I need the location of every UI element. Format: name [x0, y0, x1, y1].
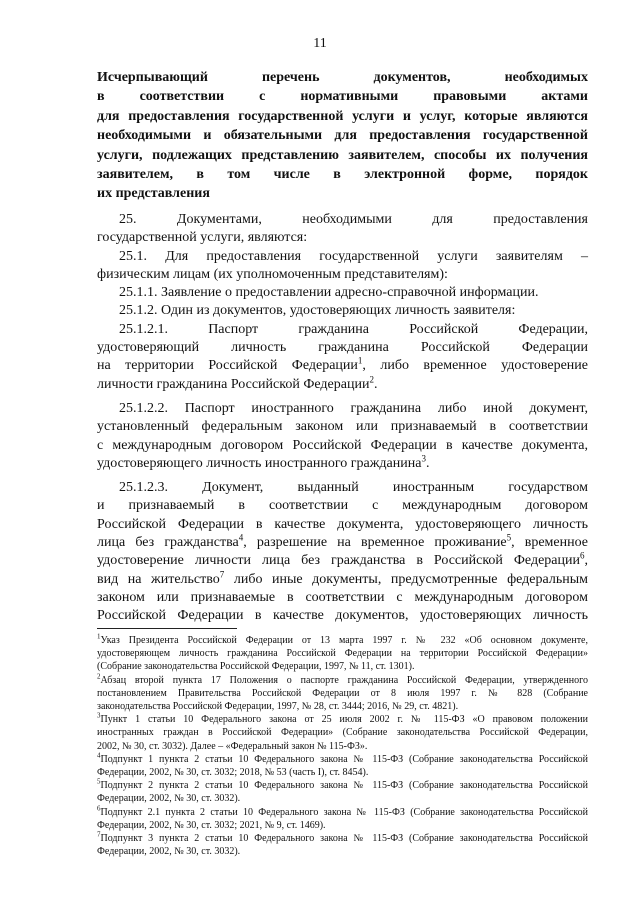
heading-line: их представления	[97, 186, 210, 202]
footnote-7: $^7$Подпункт 3 пункта 2 статьи 10 Федерального закона № 115-ФЗ (Собрание законодательства Российской Федерации, 2002, № 30, ст. 3032).	[97, 830, 588, 858]
body-line: на территории Российской Федерации$^1$, либо временное удостоверение	[97, 355, 589, 374]
body-line: установленный федеральным законом или признаваемый в соответствии	[97, 419, 588, 435]
body-line: удостоверяющего личность иностранного гражданина$^3$.	[97, 453, 430, 471]
footnote-ref: 3	[421, 453, 426, 464]
paragraph-25-1-2-1	[97, 321, 588, 394]
heading-line: в соответствии с нормативными правовыми актами	[97, 89, 588, 105]
footnote-divider	[97, 628, 237, 629]
heading-line: услуги, подлежащих представлению заявителем, способы их получения	[97, 147, 588, 163]
paragraph-25-1-2-3	[97, 479, 588, 625]
body-line: вид на жительство$^7$ либо иные документы, предусмотренные федеральным	[97, 568, 588, 587]
body-line: личности гражданина Российской Федерации$^2$.	[97, 374, 378, 392]
footnote-ref: 6	[580, 550, 585, 561]
footnotes	[97, 634, 588, 858]
body-line: физическим лицам (их уполномоченным представителям):	[97, 266, 448, 282]
paragraph-25-1-2-2	[97, 400, 588, 473]
body-line: 25.1.2.2. Паспорт иностранного гражданина либо иной документ,	[119, 400, 588, 416]
footnote-4: $^4$Подпункт 1 пункта 2 статьи 10 Федерального закона № 115-ФЗ (Собрание законодательства Российской Федерации, 2002, № 30, ст. 3032; 2018, № 53 (часть I), ст. 8454).	[97, 751, 588, 779]
footnote-ref: 2	[369, 374, 374, 385]
body-line: 25.1. Для предоставления государственной услуги заявителям –	[119, 248, 588, 264]
footnote-ref: 5	[506, 532, 512, 543]
heading-line: необходимыми и обязательными для предоставления государственной	[97, 128, 588, 144]
body-line: Российской Федерации в качестве документов, удостоверяющих личность	[97, 608, 588, 624]
section-heading	[97, 68, 588, 204]
footnote-1: $^1$Указ Президента Российской Федерации от 13 марта 1997 г. № 232 «Об основном документе, удостоверяющем личность гражданина Российской Федерации на территории Российской Федерации» (Собрание законодательства Российской Федерации, 1997, № 11, ст. 1301).	[97, 632, 588, 673]
page-number: 11	[313, 36, 327, 51]
body-line: с международным договором Российской Федерации в качестве документа,	[97, 437, 588, 453]
footnote-ref: 4	[238, 532, 244, 543]
body-line: законом или признаваемые в соответствии с международным договором	[97, 589, 588, 605]
paragraph-25	[97, 211, 588, 248]
paragraph-25-1	[97, 248, 588, 285]
body-line: 25. Документами, необходимыми для предоставления	[119, 212, 588, 227]
paragraph-25-1-1: 25.1.1. Заявление о предоставлении адресно-справочной информации.	[119, 285, 539, 301]
body-line: лица без гражданства$^4$, разрешение на временное проживание$^5$, временное	[97, 532, 588, 551]
footnote-ref: 7	[219, 568, 225, 579]
document-body	[97, 211, 588, 626]
body-line: удостоверение личности лица без гражданства в Российской Федерации$^6$,	[97, 550, 588, 569]
heading-line: для предоставления государственной услуги и услуг, которые являются	[97, 108, 588, 124]
footnote-ref: 1	[357, 355, 363, 366]
body-line: 25.1.2.3. Документ, выданный иностранным государством	[119, 480, 588, 496]
footnote-6: $^6$Подпункт 2.1 пункта 2 статьи 10 Федерального закона № 115-ФЗ (Собрание законодательства Российской Федерации, 2002, № 30, ст. 3032; 2021, № 9, ст. 1469).	[97, 804, 588, 831]
heading-line: Исчерпывающий перечень документов, необходимых	[97, 70, 588, 85]
body-line: удостоверяющий личность гражданина Российской Федерации	[97, 340, 588, 356]
footnote-3: $^3$Пункт 1 статьи 10 Федерального закона от 25 июля 2002 г. № 115-ФЗ «О правовом положении иностранных граждан в Российской Федерации» (Собрание законодательства Российской Федерации, 2002, № 30, ст. 3032). Далее – «Федеральный закон № 115-ФЗ».	[97, 711, 588, 752]
paragraph-25-1-2: 25.1.2. Один из документов, удостоверяющих личность заявителя:	[119, 303, 516, 319]
body-line: Российской Федерации в качестве документа, удостоверяющего личность	[97, 516, 588, 532]
body-line: государственной услуги, являются:	[97, 230, 308, 246]
body-line: 25.1.2.1. Паспорт гражданина Российской Федерации,	[119, 321, 588, 337]
heading-line: заявителем, в том числе в электронной форме, порядок	[97, 167, 588, 183]
body-line: и признаваемый в соответствии с международным договором	[97, 498, 588, 514]
footnote-5: $^5$Подпункт 2 пункта 2 статьи 10 Федерального закона № 115-ФЗ (Собрание законодательства Российской Федерации, 2002, № 30, ст. 3032).	[97, 777, 588, 805]
footnote-2: $^2$Абзац второй пункта 17 Положения о паспорте гражданина Российской Федерации, утвержденного постановлением Правительства Российской Федерации от 8 июля 1997 г. № 828 (Собрание законодательства Российской Федерации, 1997, № 28, ст. 3444; 2016, № 29, ст. 4821).	[97, 672, 588, 713]
